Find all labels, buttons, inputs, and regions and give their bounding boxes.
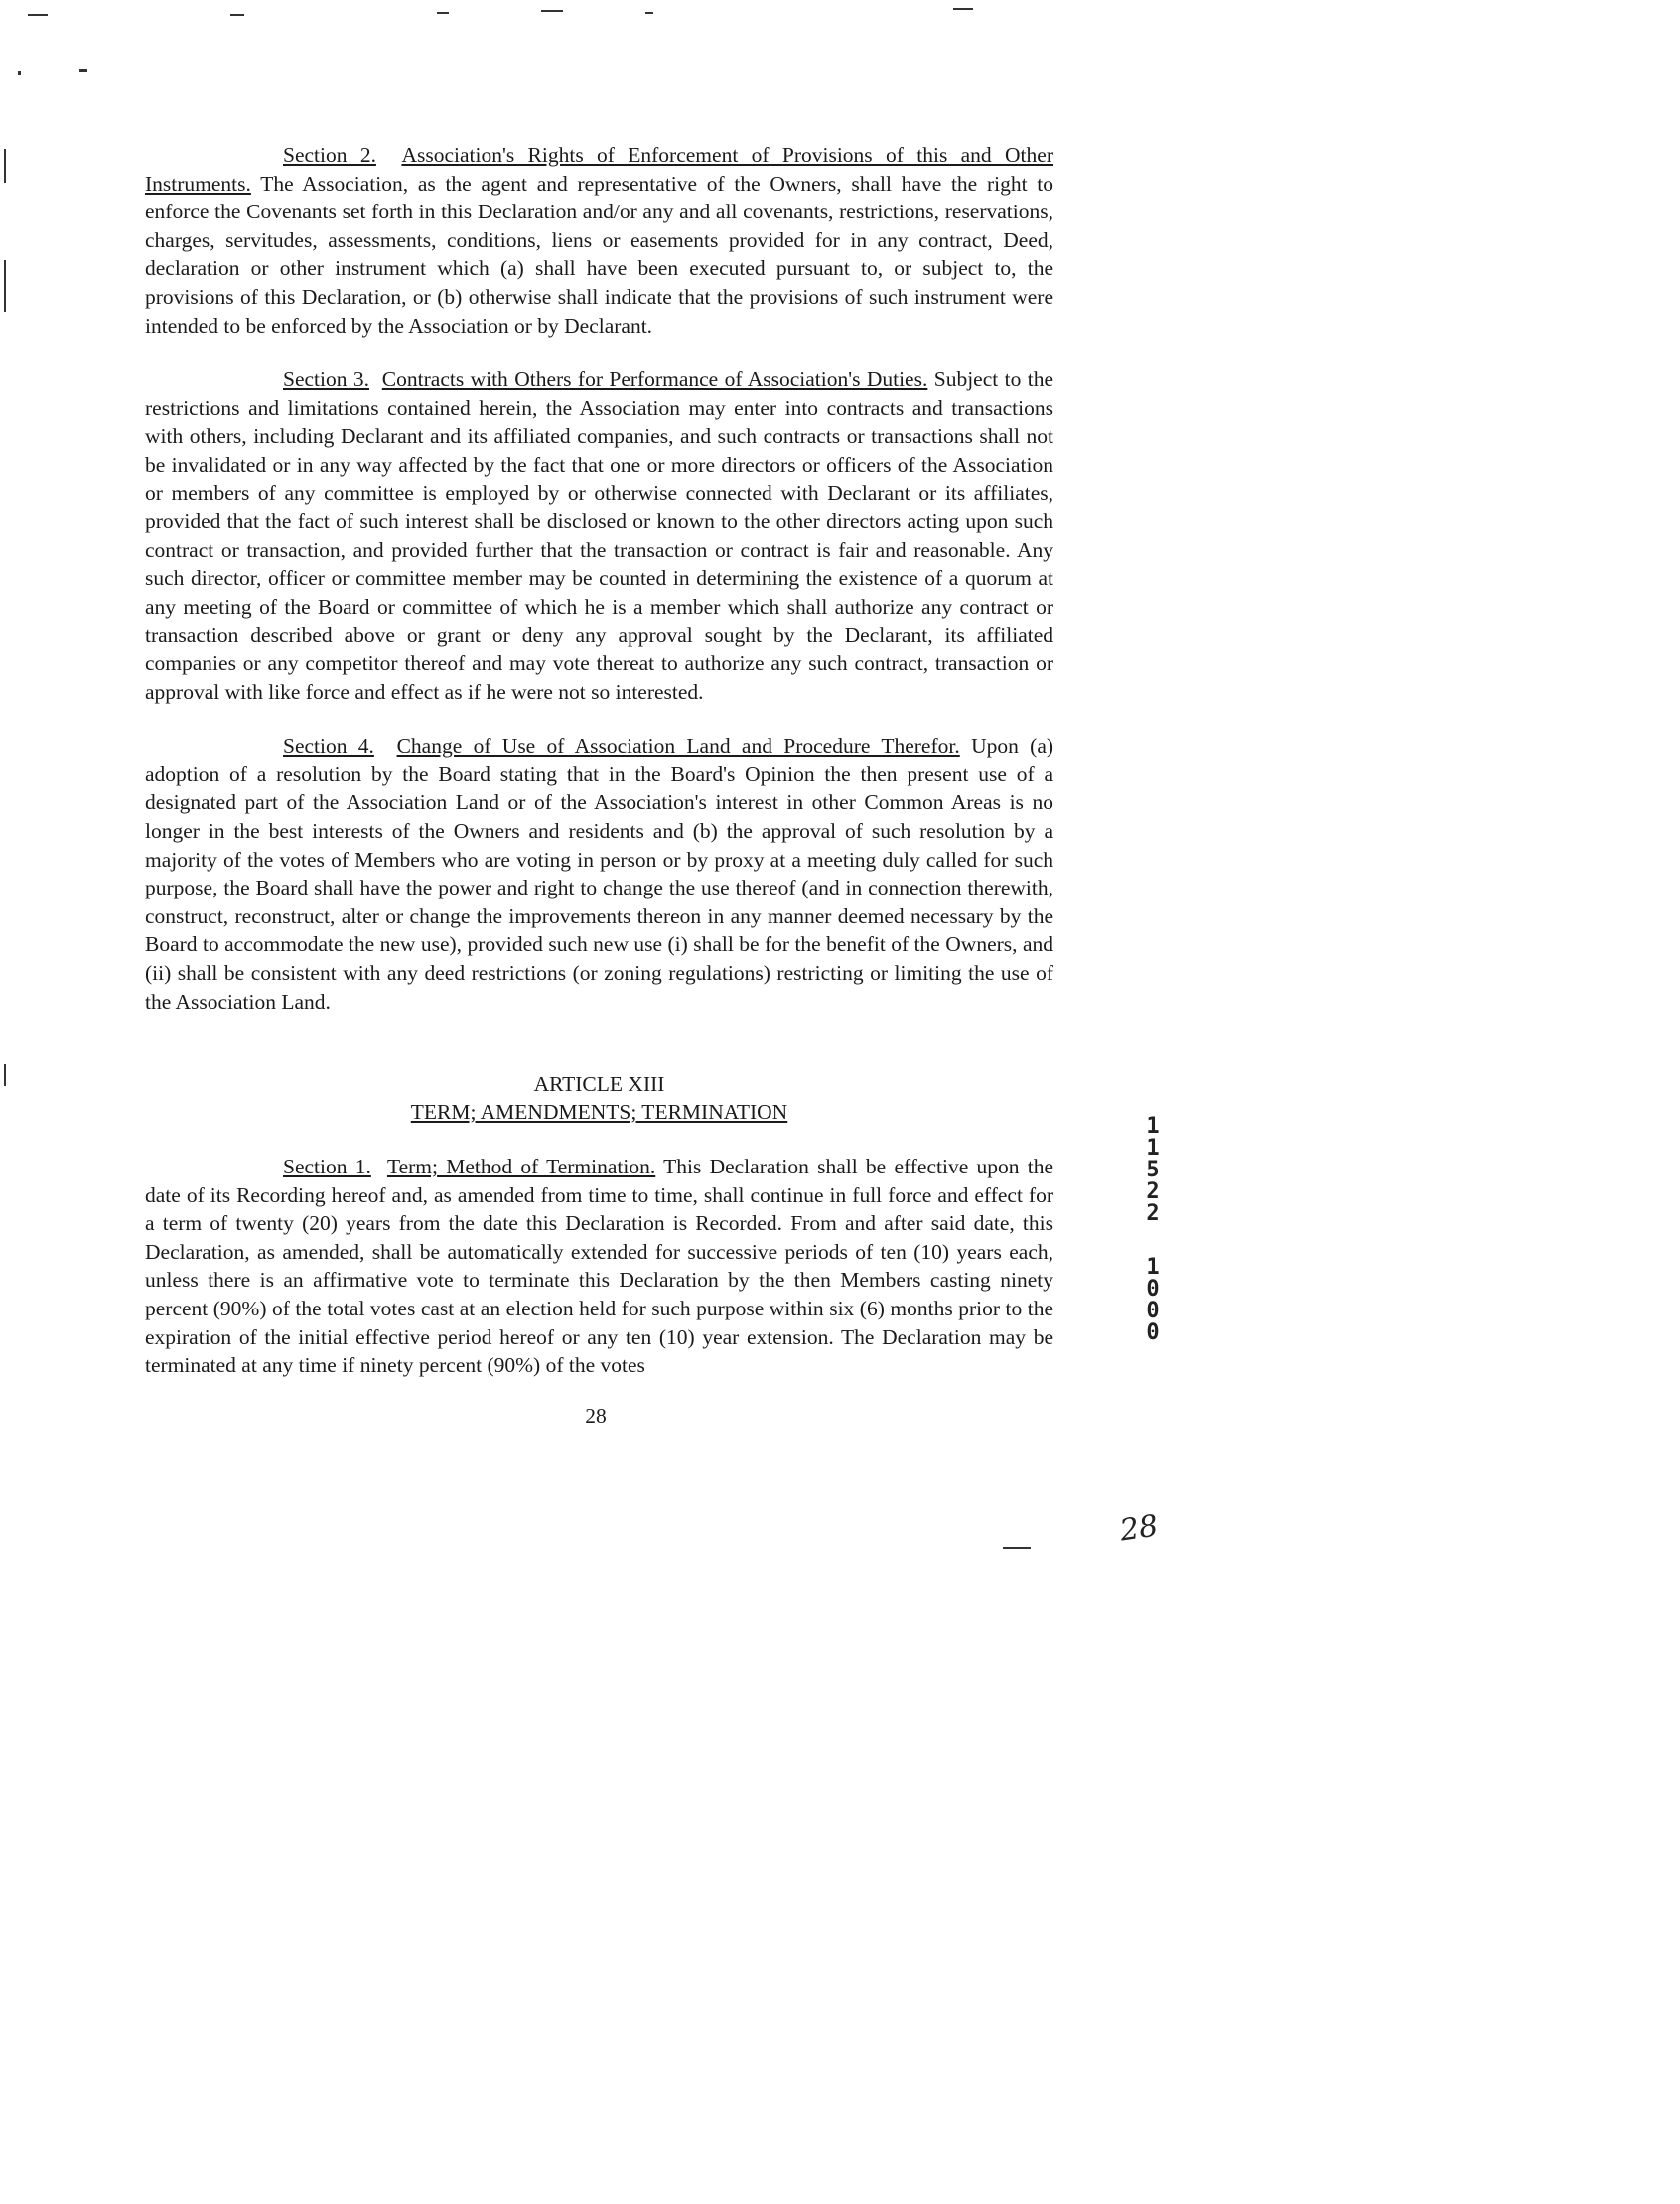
section-2-title: Association's Rights of Enforcement of Provisions of this and Other Instruments.: [145, 143, 1053, 196]
section-4-label: Section 4.: [283, 734, 374, 758]
scan-artifact: [4, 1064, 6, 1086]
scan-artifact: [541, 10, 563, 12]
stamp-digit: 1: [1146, 1255, 1160, 1280]
section-2-paragraph: [145, 141, 1053, 340]
page-number: 28: [585, 1404, 607, 1428]
article-body: [145, 1153, 1053, 1406]
handwritten-page-number: 28: [1117, 1508, 1161, 1549]
scan-artifact: [1003, 1547, 1031, 1549]
stamp-digit: 2: [1146, 1179, 1160, 1204]
scan-artifact: [953, 8, 973, 10]
section-4-title: Change of Use of Association Land and Procedure Therefor.: [396, 734, 960, 758]
article-section-1-text: This Declaration shall be effective upon the date of its Recording hereof and, as amended from time to time, shall continue in full force and effect for a term of twenty (20) years from the date this Declaration is Recorded. From and after said date, this Declaration, as amended, shall be automatically extended for successive periods of ten (10) years each, unless there is an affirmative vote to terminate this Declaration by the then Members casting ninety percent (90%) of the total votes cast at an election held for such purpose within six (6) months prior to the expiration of the initial effective period hereof or any ten (10) year extension. The Declaration may be terminated at any time if ninety percent (90%) of the votes: [145, 1155, 1053, 1378]
recording-stamp-top: [1140, 1116, 1166, 1225]
stamp-digit: 1: [1146, 1136, 1160, 1161]
section-3-text: Subject to the restrictions and limitations contained herein, the Association may enter into contracts and transactions with others, including Declarant and its affiliated companies, and such contracts or transactions shall not be invalidated or in any way affected by the fact that one or more directors or officers of the Association or members of any committee is employed by or otherwise connected with Declarant or its affiliates, provided that the fact of such interest shall be disclosed or known to the other directors acting upon such contract or transaction, and provided further that the transaction or contract is fair and reasonable. Any such director, officer or committee member may be counted in determining the existence of a quorum at any meeting of the Board or committee of which he is a member which shall authorize any contract or transaction described above or grant or deny any approval sought by the Declarant, its affiliated companies or any competitor thereof and may vote thereat to authorize any such contract, transaction or approval with like force and effect as if he were not so interested.: [145, 367, 1054, 704]
scan-artifact: [230, 14, 244, 16]
section-3-title: Contracts with Others for Performance of Association's Duties.: [381, 367, 928, 392]
article-title: TERM; AMENDMENTS; TERMINATION: [410, 1100, 788, 1124]
stamp-digit: 0: [1146, 1299, 1160, 1323]
article-heading: [145, 1070, 1053, 1126]
section-2-label: Section 2.: [283, 143, 376, 167]
article-number: ARTICLE XIII: [533, 1072, 665, 1096]
stamp-digit: 1: [1146, 1114, 1160, 1139]
scan-artifact: [437, 12, 449, 14]
scan-artifact: [79, 69, 87, 72]
scan-artifact: [18, 71, 21, 75]
recording-stamp-bottom: [1140, 1257, 1166, 1344]
article-section-1-title: Term; Method of Termination.: [386, 1155, 656, 1178]
section-4-text: Upon (a) adoption of a resolution by the Board stating that in the Board's Opinion the then present use of a designated part of the Association Land or of the Association's interest in other Common Areas is no longer in the best interests of the Owners and residents and (b) the approval of such resolution by a majority of the votes of Members who are voting in person or by proxy at a meeting duly called for such purpose, the Board shall have the power and right to change the use thereof (and in connection therewith, construct, reconstruct, alter or change the improvements thereon in any manner deemed necessary by the Board to accommodate the new use), provided such new use (i) shall be for the benefit of the Owners, and (ii) shall be consistent with any deed restrictions (or zoning regulations) restricting or limiting the use of the Association Land.: [145, 734, 1054, 1014]
stamp-digit: 5: [1146, 1158, 1160, 1182]
stamp-digit: 0: [1146, 1277, 1160, 1302]
section-4-paragraph: [145, 732, 1053, 1016]
article-section-1-label: Section 1.: [283, 1155, 371, 1178]
section-2-text: The Association, as the agent and representative of the Owners, shall have the right to enforce the Covenants set forth in this Declaration and/or any and all covenants, restrictions, reservations, charges, servitudes, assessments, conditions, liens or easements provided for in any contract, Deed, declaration or other instrument which (a) shall have been executed pursuant to, or subject to, the provisions of this Declaration, or (b) otherwise shall indicate that the provisions of such instrument were intended to be enforced by the Association or by Declarant.: [145, 171, 1053, 338]
scan-artifact: [645, 12, 653, 14]
scan-artifact: [4, 149, 6, 183]
stamp-digit: 2: [1146, 1201, 1160, 1226]
section-3-label: Section 3.: [283, 367, 370, 392]
section-3-paragraph: [145, 365, 1053, 706]
scan-artifact: [4, 260, 6, 312]
stamp-digit: 0: [1146, 1320, 1160, 1345]
document-body: [145, 141, 1053, 1041]
article-section-1-paragraph: [145, 1153, 1053, 1380]
scan-artifact: [28, 14, 48, 16]
